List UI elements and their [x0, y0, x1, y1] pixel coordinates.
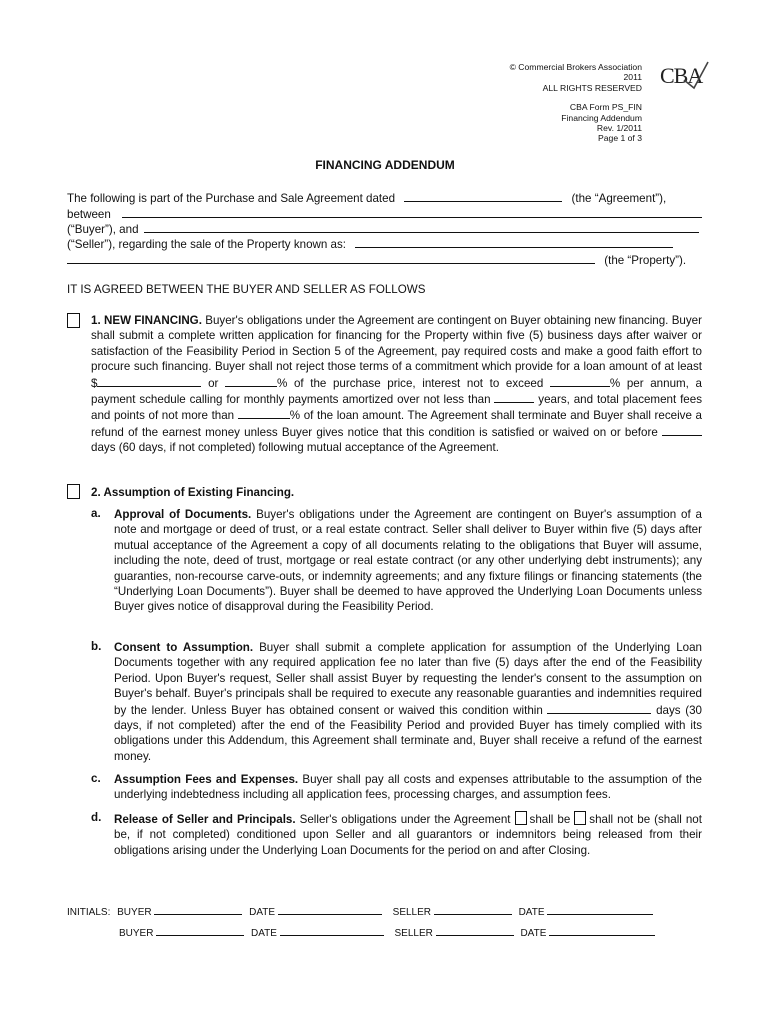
date-label: DATE — [518, 907, 545, 918]
section2-checkbox[interactable] — [67, 484, 80, 499]
section1-checkbox[interactable] — [67, 313, 80, 328]
notice-days-field[interactable] — [662, 424, 702, 436]
item-d-paragraph — [114, 811, 702, 858]
form-header — [510, 62, 642, 144]
page-number: Page 1 of 3 — [598, 133, 642, 144]
buyer-date-field-2[interactable] — [280, 926, 384, 936]
section1-text-1: Buyer's obligations under the Agreement are contingent on Buyer obtaining new financing. Buyer shall submit a complete written application for financing for the Property within five (5) business days after waiver or satisfaction of the Feasibility Period in Section 5 of the Agreement, pay required costs and make a good faith effort to procure such financing. Buyer shall not reject those terms of a commitment which provide for a loan amount of at least $ — [91, 314, 702, 390]
buyer-initials-label: BUYER — [117, 907, 152, 918]
consent-days-field[interactable] — [547, 702, 651, 714]
copyright-text: © Commercial Brokers Association — [509, 62, 642, 72]
seller-date-field-1[interactable] — [547, 905, 653, 915]
item-b-label: b. — [91, 640, 102, 653]
property-field-1[interactable] — [355, 236, 673, 248]
property-label: (the “Property”). — [604, 254, 687, 267]
item-a-text: Buyer's obligations under the Agreement are contingent on Buyer's assumption of a note and mortgage or deed of trust, or a real estate contract. Seller shall deliver to Buyer within five (5) days after mutual acceptance of the Agreement a copy of all documents relating to the obligations that Buyer will assume, including the note, deed of trust, mortgage or real estate contract (or any other underlying debt instruments); any guaranties, non-recourse carve-outs, or indemnity agreements; and any fixture filings or financing statements (the “Underlying Loan Documents”). Buyer shall be deemed to have approved the Underlying Loan Documents unless Buyer gives notice of disapproval during the Feasibility Period. — [114, 508, 702, 614]
item-c-paragraph — [114, 772, 702, 803]
form-title: Financing Addendum — [561, 112, 642, 123]
seller-date-field-2[interactable] — [549, 926, 655, 936]
buyer-field[interactable] — [144, 221, 699, 233]
section1-text-2: or — [208, 376, 219, 390]
form-revision: Rev. 1/2011 — [596, 123, 642, 134]
shall-be-label: shall be — [529, 813, 571, 826]
buyer-initials-label: BUYER — [119, 928, 154, 939]
logo-text: CBA — [660, 63, 703, 88]
cba-logo — [660, 58, 710, 92]
item-a-paragraph — [114, 507, 702, 615]
intro-line-4 — [67, 236, 673, 251]
intro-line-3 — [67, 221, 699, 236]
item-d-text-1: Seller's obligations under the Agreement — [299, 813, 511, 826]
item-a-heading: Approval of Documents. — [114, 508, 252, 521]
agreement-label: (the “Agreement”), — [571, 192, 667, 205]
property-field-2[interactable] — [67, 252, 595, 264]
section1-heading: 1. NEW FINANCING. — [91, 314, 202, 327]
initials-row-2 — [119, 926, 655, 939]
item-c-text: Buyer shall pay all costs and expenses attributable to the assumption of the underlying indebtedness including all application fees, processing charges, and assumption fees. — [114, 773, 702, 802]
section1-text-5: years, and total placement fees and points of not more than — [91, 393, 702, 423]
seller-initials-field-1[interactable] — [434, 905, 512, 915]
buyer-label: (“Buyer”), and — [67, 223, 139, 236]
shall-be-checkbox[interactable] — [515, 811, 527, 825]
shall-not-be-label: shall not be — [589, 813, 651, 826]
section1-text-3: % of the purchase price, interest not to exceed — [277, 376, 544, 390]
buyer-initials-field-2[interactable] — [156, 926, 244, 936]
initials-label: INITIALS: — [67, 907, 111, 918]
date-label: DATE — [249, 907, 276, 918]
seller-initials-field-2[interactable] — [436, 926, 514, 936]
intro-text: The following is part of the Purchase and Sale Agreement dated — [67, 192, 396, 205]
buyer-initials-field-1[interactable] — [154, 905, 242, 915]
item-a-label: a. — [91, 507, 101, 520]
date-label: DATE — [251, 928, 277, 939]
seller-initials-label: SELLER — [392, 907, 432, 918]
page-title: FINANCING ADDENDUM — [315, 158, 455, 172]
item-c-heading: Assumption Fees and Expenses. — [114, 773, 299, 786]
item-d-heading: Release of Seller and Principals. — [114, 813, 296, 826]
date-label: DATE — [520, 928, 547, 939]
agreement-date-field[interactable] — [404, 190, 562, 202]
item-c-label: c. — [91, 772, 101, 785]
amortization-years-field[interactable] — [494, 391, 534, 403]
intro-line-5 — [67, 252, 686, 267]
seller-label: (“Seller”), regarding the sale of the Property known as: — [67, 238, 347, 251]
item-b-text-2: days (30 days, if not completed) after the end of the Feasibility Period and provided Buyer has timely complied with its obligations under this Addendum, this Agreement shall terminate and, Buyer shall receive a refund of the earnest money. — [114, 703, 702, 763]
placement-fees-field[interactable] — [238, 407, 290, 419]
initials-row-1 — [67, 905, 653, 918]
agreed-heading: IT IS AGREED BETWEEN THE BUYER AND SELLER AS FOLLOWS — [67, 283, 426, 296]
logo-check-icon — [660, 58, 710, 92]
loan-amount-field[interactable] — [97, 375, 201, 387]
intro-line-1 — [67, 190, 666, 205]
item-b-text-1: Buyer shall submit a complete application for assumption of the Underlying Loan Documents together with any required application fee no later than five (5) days after the end of the Feasibility Period. Upon Buyer's request, Seller shall assist Buyer by requesting the lender's consent to the assumption on Buyer's behalf. Buyer's principals shall be required to execute any reasonable guaranties and indemnities required by the lender. Unless Buyer has obtained consent or waived this condition within — [114, 641, 702, 717]
section1-text-6: % of the loan amount. The Agreement shall terminate and Buyer shall receive a refund of the earnest money unless Buyer gives notice that this condition is satisfied or waived on or before — [91, 409, 702, 439]
buyer-date-field-1[interactable] — [278, 905, 382, 915]
shall-not-be-checkbox[interactable] — [574, 811, 586, 825]
item-d-text-2: (shall not be, if not completed) conditioned upon Seller and all guarantors or indemnitors being released from their obligations arising under the Underlying Loan Documents for the period on and after Closing. — [114, 813, 702, 857]
rights-text: ALL RIGHTS RESERVED — [542, 82, 642, 93]
section1-paragraph — [91, 313, 702, 456]
item-b-paragraph — [114, 640, 702, 764]
loan-percent-field[interactable] — [225, 375, 277, 387]
section2-heading: 2. Assumption of Existing Financing. — [91, 486, 295, 499]
between-field[interactable] — [122, 206, 702, 218]
form-name: CBA Form PS_FIN — [569, 102, 642, 113]
item-d-label: d. — [91, 811, 102, 824]
item-b-heading: Consent to Assumption. — [114, 641, 254, 654]
interest-rate-field[interactable] — [550, 375, 610, 387]
copyright-year: 2011 — [623, 72, 642, 83]
seller-initials-label: SELLER — [394, 928, 433, 939]
intro-line-2 — [67, 206, 702, 221]
section1-text-4: % per annum, a payment schedule calling for monthly payments amortized over not less than — [91, 376, 702, 407]
between-label: between — [67, 208, 111, 221]
section1-text-7: days (60 days, if not completed) following mutual acceptance of the Agreement. — [91, 441, 499, 455]
